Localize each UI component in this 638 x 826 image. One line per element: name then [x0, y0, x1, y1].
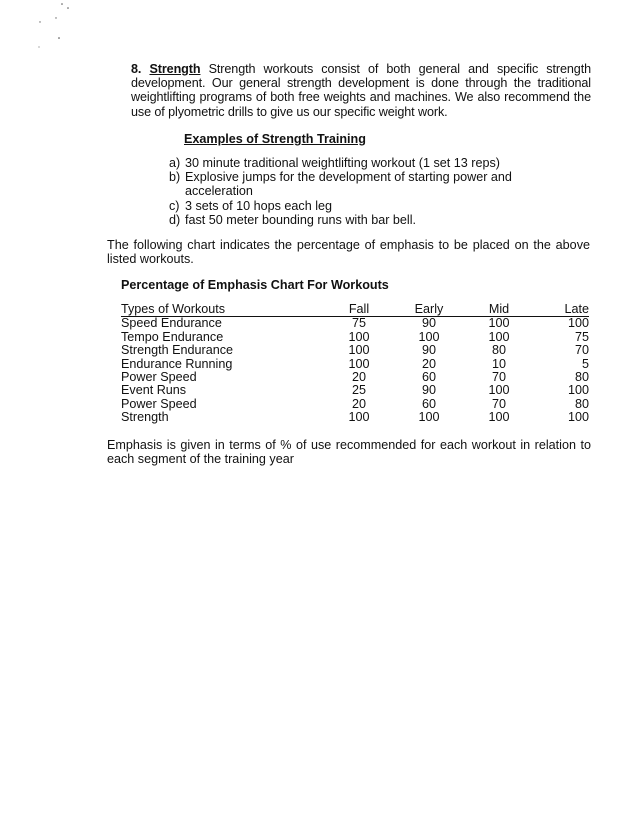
list-item: [169, 213, 549, 227]
workout-name-cell: Power Speed: [121, 369, 197, 384]
emphasis-table: [121, 303, 589, 425]
chart-intro: The following chart indicates the percentage of emphasis to be placed on the above listed workouts.: [107, 238, 590, 267]
item-text: Explosive jumps for the development of starting power and acceleration: [185, 170, 512, 199]
percentage-cell: 90: [421, 316, 436, 331]
list-item: [169, 156, 549, 170]
table-row: [121, 411, 589, 424]
percentage-cell: 70: [491, 369, 506, 384]
item-letter: b): [169, 170, 181, 185]
column-header: Early: [414, 302, 444, 316]
percentage-cell: 75: [351, 316, 366, 331]
item-text: 30 minute traditional weightlifting workout (1 set 13 reps): [185, 156, 501, 170]
item-letter: d): [169, 212, 181, 227]
percentage-cell: 100: [418, 410, 440, 425]
item-text: fast 50 meter bounding runs with bar bell.: [185, 212, 417, 227]
percentage-cell: 80: [574, 396, 589, 411]
percentage-cell: 20: [351, 396, 366, 411]
section-number: 8.: [131, 62, 142, 76]
workout-name-cell: Strength Endurance: [121, 343, 234, 358]
table-header-row: [121, 303, 589, 317]
workout-name-cell: Event Runs: [121, 383, 187, 398]
table-body: [121, 317, 589, 424]
column-header: Late: [564, 302, 589, 316]
workout-name-cell: Speed Endurance: [121, 316, 222, 331]
column-header: Mid: [488, 302, 510, 316]
percentage-cell: 100: [348, 343, 370, 358]
percentage-cell: 60: [421, 396, 436, 411]
list-item: [169, 199, 549, 213]
scan-specks: [0, 0, 80, 60]
examples-title: Examples of Strength Training: [184, 132, 366, 146]
percentage-cell: 20: [421, 356, 436, 371]
percentage-cell: 100: [567, 410, 589, 425]
percentage-cell: 100: [567, 316, 589, 331]
percentage-cell: 80: [491, 343, 506, 358]
percentage-cell: 100: [488, 329, 510, 344]
percentage-cell: 100: [348, 329, 370, 344]
percentage-cell: 100: [348, 356, 370, 371]
percentage-cell: 75: [574, 329, 589, 344]
item-letter: c): [169, 198, 180, 213]
table-row: [121, 371, 589, 384]
column-header: Types of Workouts: [121, 302, 226, 316]
strength-section: [131, 62, 591, 119]
table-row: [121, 331, 589, 344]
percentage-cell: 5: [581, 356, 589, 371]
chart-title: Percentage of Emphasis Chart For Workouts: [121, 278, 389, 292]
column-header: Fall: [348, 302, 370, 316]
percentage-cell: 90: [421, 383, 436, 398]
table-row: [121, 344, 589, 357]
percentage-cell: 100: [488, 316, 510, 331]
percentage-cell: 20: [351, 369, 366, 384]
percentage-cell: 100: [348, 410, 370, 425]
percentage-cell: 100: [567, 383, 589, 398]
table-row: [121, 317, 589, 330]
table-row: [121, 398, 589, 411]
examples-list: [169, 156, 549, 227]
percentage-cell: 90: [421, 343, 436, 358]
item-text: 3 sets of 10 hops each leg: [185, 198, 333, 213]
percentage-cell: 10: [491, 356, 506, 371]
section-paragraph: Strength workouts consist of both general and specific strength development. Our general strength development is done through the traditional weightlifting programs of both free weights and machines. We also recommend the use of plyometric drills to give us our specific weight work.: [131, 62, 591, 119]
workout-name-cell: Tempo Endurance: [121, 329, 224, 344]
percentage-cell: 70: [491, 396, 506, 411]
percentage-cell: 100: [418, 329, 440, 344]
workout-name-cell: Power Speed: [121, 396, 197, 411]
item-letter: a): [169, 156, 181, 170]
section-heading: Strength: [149, 62, 201, 76]
workout-name-cell: Endurance Running: [121, 356, 233, 371]
table-row: [121, 384, 589, 397]
workout-name-cell: Strength: [121, 410, 169, 425]
percentage-cell: 80: [574, 369, 589, 384]
percentage-cell: 25: [351, 383, 366, 398]
list-item: [169, 170, 549, 198]
percentage-cell: 70: [574, 343, 589, 358]
percentage-cell: 100: [488, 383, 510, 398]
footer-note: Emphasis is given in terms of % of use recommended for each workout in relation to each segment of the training year: [107, 438, 591, 467]
table-row: [121, 358, 589, 371]
percentage-cell: 100: [488, 410, 510, 425]
percentage-cell: 60: [421, 369, 436, 384]
